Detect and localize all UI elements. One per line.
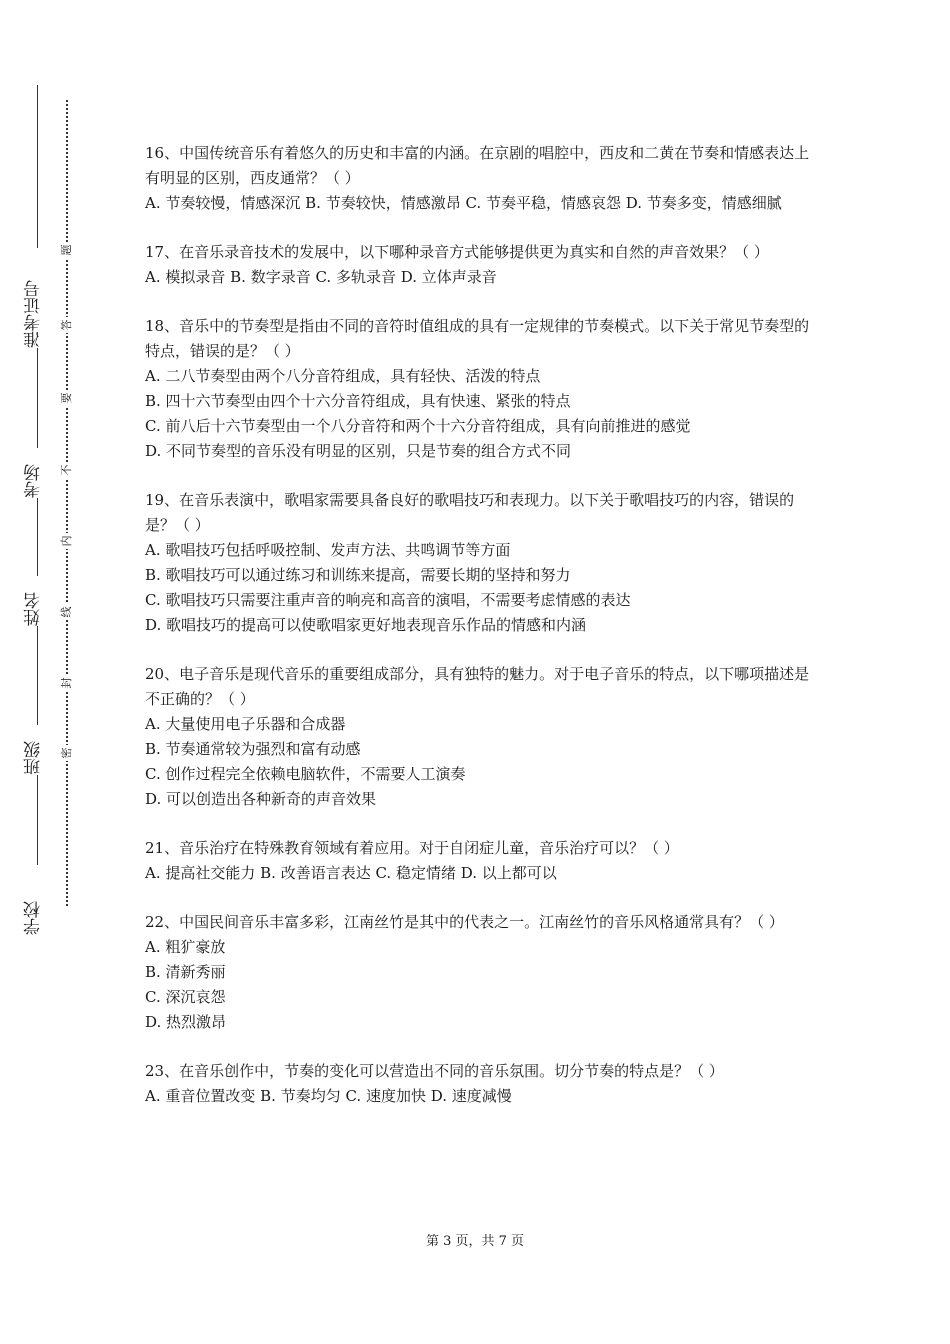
binding-line	[37, 348, 38, 448]
question-stem: 18、音乐中的节奏型是指由不同的音符时值组成的具有一定规律的节奏模式。以下关于常见节奏型的特点，错误的是？（ ）	[145, 317, 810, 360]
question-23	[145, 1059, 815, 1109]
seal-char: 不	[59, 462, 75, 478]
question-stem: 21、音乐治疗在特殊教育领域有着应用。对于自闭症儿童，音乐治疗可以？（ ）	[145, 839, 679, 857]
binding-field-name: 姓名	[24, 592, 44, 626]
seal-char: 题	[59, 242, 75, 258]
option-c: C. 创作过程完全依赖电脑软件，不需要人工演奏	[145, 765, 466, 783]
seal-char: 要	[59, 390, 75, 406]
binding-field-exam-room: 考场	[24, 464, 44, 498]
option-b: B. 歌唱技巧可以通过练习和训练来提高，需要长期的坚持和努力	[145, 566, 571, 584]
question-stem: 19、在音乐表演中，歌唱家需要具备良好的歌唱技巧和表现力。以下关于歌唱技巧的内容，错误的是？（ ）	[145, 491, 795, 534]
binding-line	[37, 626, 38, 725]
option-b: B. 四十六节奏型由四个十六分音符组成，具有快速、紧张的特点	[145, 392, 571, 410]
question-stem: 20、电子音乐是现代音乐的重要组成部分，具有独特的魅力。对于电子音乐的特点，以下哪项描述是不正确的？（ ）	[145, 665, 810, 708]
option-a: A. 大量使用电子乐器和合成器	[145, 715, 346, 733]
seal-char: 线	[59, 604, 75, 620]
option-d: D. 可以创造出各种新奇的声音效果	[145, 790, 377, 808]
option-a: A. 二八节奏型由两个八分音符组成，具有轻快、活泼的特点	[145, 367, 541, 385]
question-options: A. 重音位置改变 B. 节奏均匀 C. 速度加快 D. 速度减慢	[145, 1087, 512, 1105]
question-21	[145, 836, 815, 886]
option-d: D. 不同节奏型的音乐没有明显的区别，只是节奏的组合方式不同	[145, 442, 572, 460]
seal-char: 密	[59, 745, 75, 761]
option-d: D. 歌唱技巧的提高可以使歌唱家更好地表现音乐作品的情感和内涵	[145, 616, 587, 634]
binding-field-school: 学校	[24, 901, 44, 935]
option-c: C. 深沉哀怨	[145, 988, 226, 1006]
question-list	[145, 141, 815, 1133]
question-stem: 22、中国民间音乐丰富多彩，江南丝竹是其中的代表之一。江南丝竹的音乐风格通常具有？（ ）	[145, 913, 784, 931]
option-b: B. 清新秀丽	[145, 963, 226, 981]
question-20	[145, 662, 815, 812]
option-a: A. 歌唱技巧包括呼吸控制、发声方法、共鸣调节等方面	[145, 541, 511, 559]
option-b: B. 节奏通常较为强烈和富有动感	[145, 740, 361, 758]
question-options: A. 节奏较慢，情感深沉 B. 节奏较快，情感激昂 C. 节奏平稳，情感哀怨 D. 节奏多变，情感细腻	[145, 194, 782, 212]
question-stem: 23、在音乐创作中，节奏的变化可以营造出不同的音乐氛围。切分节奏的特点是？（ ）	[145, 1062, 724, 1080]
question-options: A. 模拟录音 B. 数字录音 C. 多轨录音 D. 立体声录音	[145, 268, 497, 286]
seal-dotted-line	[66, 100, 68, 906]
question-stem: 16、中国传统音乐有着悠久的历史和丰富的内涵。在京剧的唱腔中，西皮和二黄在节奏和情感表达上有明显的区别，西皮通常？（ ）	[145, 144, 810, 187]
binding-field-exam-number: 准考证号	[24, 280, 44, 348]
binding-line	[37, 498, 38, 576]
question-18	[145, 314, 815, 464]
binding-line	[37, 775, 38, 865]
seal-char: 内	[59, 533, 75, 549]
binding-field-class: 班级	[24, 741, 44, 775]
option-d: D. 热烈激昂	[145, 1013, 227, 1031]
option-c: C. 歌唱技巧只需要注重声音的响亮和高音的演唱，不需要考虑情感的表达	[145, 591, 631, 609]
question-17	[145, 240, 815, 290]
binding-line	[37, 85, 38, 248]
seal-char: 封	[59, 675, 75, 691]
question-stem: 17、在音乐录音技术的发展中，以下哪种录音方式能够提供更为真实和自然的声音效果？（ ）	[145, 243, 769, 261]
question-22	[145, 910, 815, 1035]
question-19	[145, 488, 815, 638]
seal-char: 答	[59, 317, 75, 333]
option-a: A. 粗犷豪放	[145, 938, 226, 956]
option-c: C. 前八后十六节奏型由一个八分音符和两个十六分音符组成，具有向前推进的感觉	[145, 417, 691, 435]
question-16	[145, 141, 815, 216]
page-number: 第 3 页，共 7 页	[425, 1234, 525, 1249]
question-options: A. 提高社交能力 B. 改善语言表达 C. 稳定情绪 D. 以上都可以	[145, 864, 557, 882]
